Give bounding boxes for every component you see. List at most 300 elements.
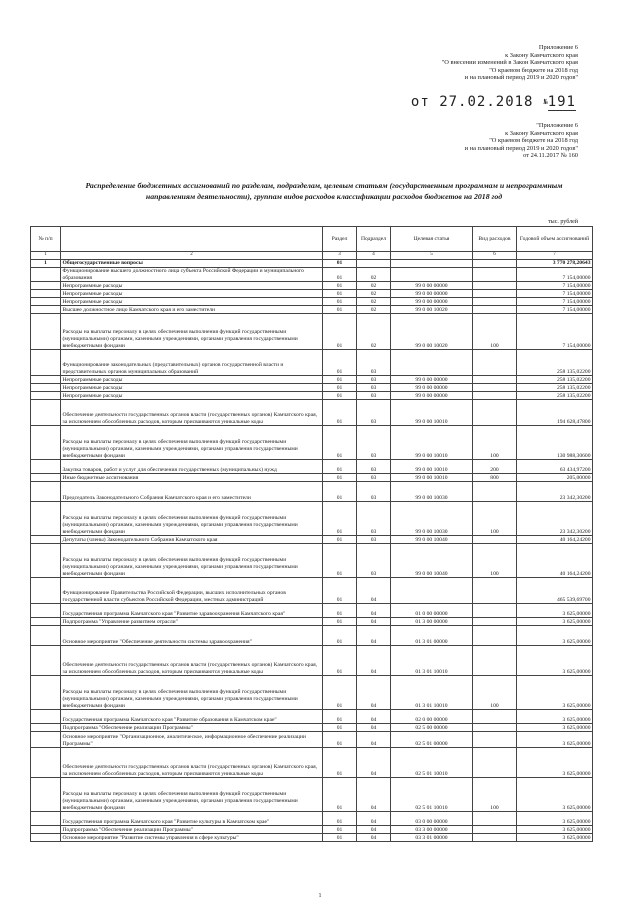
- units-label: тыс. рублей: [548, 219, 578, 225]
- row-target-article: 02 5 00 00000: [391, 724, 473, 732]
- table-row: [31, 724, 593, 732]
- row-section: 01: [323, 392, 357, 400]
- header-line: и на плановый период 2019 и 2020 годов": [464, 74, 578, 82]
- row-amount: 40 164,24200: [517, 544, 593, 578]
- row-target-article: 01 3 01 00000: [391, 626, 473, 646]
- row-expense-type: [473, 710, 517, 724]
- row-expense-type: [473, 536, 517, 544]
- table-row: [31, 306, 593, 314]
- row-name: Закупка товаров, работ и услуг для обеспечения государственных (муниципальных) нужд: [61, 460, 323, 474]
- row-number: [31, 544, 61, 578]
- row-name: Расходы на выплаты персоналу в целях обеспечения выполнения функций государственными (муниципальными) органами, казенными учреждениями, органами управления государственными внебюджетными фондами: [61, 676, 323, 710]
- row-number: [31, 710, 61, 724]
- stamp-number: 191: [547, 94, 576, 110]
- header-line: "О краевом бюджете на 2018 год: [489, 66, 578, 74]
- table-row: [31, 392, 593, 400]
- row-expense-type: [473, 618, 517, 626]
- date-stamp: [411, 94, 576, 111]
- column-number: 3: [323, 252, 357, 260]
- table-row: [31, 502, 593, 536]
- row-subsection: 03: [357, 384, 391, 392]
- table-row: [31, 384, 593, 392]
- row-amount: 23 342,30200: [517, 502, 593, 536]
- table-row: [31, 400, 593, 426]
- row-number: [31, 306, 61, 314]
- column-number: 2: [61, 252, 323, 260]
- row-section: 01: [323, 812, 357, 826]
- row-expense-type: [473, 298, 517, 306]
- row-name: Непрограммные расходы: [61, 376, 323, 384]
- row-name: Расходы на выплаты персоналу в целях обеспечения выполнения функций государственными (муниципальными) органами, казенными учреждениями, органами управления государственными внебюджетными фондами: [61, 778, 323, 812]
- row-number: [31, 482, 61, 502]
- row-number: [31, 400, 61, 426]
- row-name: Непрограммные расходы: [61, 282, 323, 290]
- row-target-article: 01 3 01 10010: [391, 676, 473, 710]
- row-amount: 465 539,69700: [517, 578, 593, 604]
- row-target-article: 99 0 00 10010: [391, 400, 473, 426]
- row-section: 01: [323, 778, 357, 812]
- row-target-article: 01 3 00 00000: [391, 618, 473, 626]
- row-subsection: 04: [357, 604, 391, 618]
- row-amount: 194 628,47800: [517, 400, 593, 426]
- table-row: [31, 812, 593, 826]
- row-expense-type: [473, 834, 517, 842]
- table-row: [31, 482, 593, 502]
- row-target-article: 03 0 00 00000: [391, 812, 473, 826]
- row-number: [31, 834, 61, 842]
- row-section: 01: [323, 460, 357, 474]
- row-name: Иные бюджетные ассигнования: [61, 474, 323, 482]
- row-section: 01: [323, 544, 357, 578]
- row-section: 01: [323, 834, 357, 842]
- row-expense-type: [473, 282, 517, 290]
- row-amount: 130 988,30600: [517, 426, 593, 460]
- row-number: [31, 618, 61, 626]
- row-subsection: 03: [357, 400, 391, 426]
- row-section: 01: [323, 646, 357, 676]
- row-amount: 3 625,00000: [517, 826, 593, 834]
- header-line: к Закону Камчатского края: [505, 129, 578, 137]
- row-amount: 7 154,00000: [517, 282, 593, 290]
- table-row: [31, 544, 593, 578]
- row-target-article: 99 0 00 10010: [391, 474, 473, 482]
- row-number: [31, 578, 61, 604]
- row-subsection: 04: [357, 618, 391, 626]
- row-target-article: 99 0 00 10030: [391, 482, 473, 502]
- row-target-article: 02 5 01 10010: [391, 748, 473, 778]
- row-number: [31, 298, 61, 306]
- row-section: 01: [323, 502, 357, 536]
- row-subsection: 04: [357, 626, 391, 646]
- row-section: 01: [323, 260, 357, 268]
- table-row: [31, 578, 593, 604]
- row-expense-type: [473, 826, 517, 834]
- row-name: Высшее должностное лицо Камчатского края и его заместители: [61, 306, 323, 314]
- row-name: Общегосударственные вопросы: [61, 260, 323, 268]
- row-name: Расходы на выплаты персоналу в целях обеспечения выполнения функций государственными (муниципальными) органами, казенными учреждениями, органами управления государственными внебюджетными фондами: [61, 502, 323, 536]
- row-expense-type: [473, 812, 517, 826]
- row-number: [31, 350, 61, 376]
- row-expense-type: 100: [473, 778, 517, 812]
- column-number: 1: [31, 252, 61, 260]
- row-subsection: 04: [357, 812, 391, 826]
- row-subsection: 04: [357, 676, 391, 710]
- row-name: Депутаты (члены) Законодательного Собрания Камчатского края: [61, 536, 323, 544]
- row-target-article: 03 3 00 00000: [391, 826, 473, 834]
- row-target-article: 02 5 01 10010: [391, 778, 473, 812]
- row-name: Обеспечение деятельности государственных органов власти (государственных органов) Камчатского края, за исключением обособленных расходов, которым присваиваются уникальные коды: [61, 646, 323, 676]
- row-expense-type: [473, 306, 517, 314]
- table-row: [31, 626, 593, 646]
- header-line: "О краевом бюджете на 2018 год: [489, 137, 578, 145]
- row-name: Государственная программа Камчатского края "Развитие культуры в Камчатском крае": [61, 812, 323, 826]
- header-annual-amount: Годовой объем ассигнований: [517, 227, 593, 252]
- row-number: [31, 826, 61, 834]
- row-subsection: 03: [357, 474, 391, 482]
- row-expense-type: 100: [473, 676, 517, 710]
- row-amount: 3 625,00000: [517, 676, 593, 710]
- row-amount: 7 154,00000: [517, 268, 593, 282]
- row-section: 01: [323, 290, 357, 298]
- table-row: [31, 298, 593, 306]
- row-subsection: 02: [357, 282, 391, 290]
- table-row: [31, 268, 593, 282]
- row-target-article: 99 0 00 10040: [391, 536, 473, 544]
- row-amount: 3 625,00000: [517, 834, 593, 842]
- row-expense-type: 200: [473, 460, 517, 474]
- row-name: Функционирование Правительства Российской Федерации, высших исполнительных органов государственной власти субъектов Российской Федерации, местных администраций: [61, 578, 323, 604]
- row-number: [31, 282, 61, 290]
- column-number: 4: [357, 252, 391, 260]
- row-name: Функционирование законодательных (представительных) органов государственной власти и представительных органов муниципальных образований: [61, 350, 323, 376]
- row-section: 01: [323, 306, 357, 314]
- row-section: 01: [323, 710, 357, 724]
- row-subsection: 04: [357, 826, 391, 834]
- row-section: 01: [323, 748, 357, 778]
- row-amount: 258 135,02200: [517, 392, 593, 400]
- row-amount: 3 625,00000: [517, 812, 593, 826]
- row-amount: 7 154,00000: [517, 314, 593, 350]
- stamp-number-label: №: [543, 98, 548, 106]
- row-amount: 3 625,00000: [517, 626, 593, 646]
- header-line: и на плановый период 2019 и 2020 годов": [464, 144, 578, 152]
- row-amount: 205,00000: [517, 474, 593, 482]
- header-number: № п/п: [31, 227, 61, 252]
- row-subsection: 03: [357, 426, 391, 460]
- row-name: Расходы на выплаты персоналу в целях обеспечения выполнения функций государственными (муниципальными) органами, казенными учреждениями, органами управления государственными внебюджетными фондами: [61, 544, 323, 578]
- row-expense-type: 800: [473, 474, 517, 482]
- row-section: 01: [323, 400, 357, 426]
- table-row: [31, 778, 593, 812]
- row-subsection: 02: [357, 314, 391, 350]
- row-section: 01: [323, 732, 357, 748]
- row-name: Подпрограмма "Обеспечение реализации Программы": [61, 724, 323, 732]
- table-header-row: [31, 227, 593, 252]
- header-line: "Приложение 6: [536, 122, 578, 129]
- table-body: [31, 260, 593, 842]
- row-expense-type: 100: [473, 502, 517, 536]
- row-name: Подпрограмма "Управление развитием отрасли": [61, 618, 323, 626]
- previous-appendix-header: [465, 122, 578, 160]
- row-amount: 258 135,02200: [517, 384, 593, 392]
- row-number: [31, 268, 61, 282]
- header-section: Раздел: [323, 227, 357, 252]
- row-name: Непрограммные расходы: [61, 392, 323, 400]
- row-name: Непрограммные расходы: [61, 298, 323, 306]
- row-number: [31, 626, 61, 646]
- row-section: 01: [323, 826, 357, 834]
- row-expense-type: [473, 482, 517, 502]
- table-row: [31, 536, 593, 544]
- table-row: [31, 676, 593, 710]
- table-row: [31, 376, 593, 384]
- row-amount: 258 135,02200: [517, 350, 593, 376]
- row-number: [31, 474, 61, 482]
- table-row: [31, 290, 593, 298]
- row-expense-type: [473, 384, 517, 392]
- row-target-article: 02 0 00 00000: [391, 710, 473, 724]
- header-line: от 24.11.2017 № 160: [523, 152, 578, 160]
- row-section: 01: [323, 604, 357, 618]
- row-section: 01: [323, 350, 357, 376]
- row-number: [31, 536, 61, 544]
- row-subsection: 03: [357, 460, 391, 474]
- row-target-article: 99 0 00 00000: [391, 376, 473, 384]
- table-row: [31, 460, 593, 474]
- row-expense-type: [473, 400, 517, 426]
- row-name: Председатель Законодательного Собрания Камчатского края и его заместители: [61, 482, 323, 502]
- row-target-article: [391, 268, 473, 282]
- row-number: [31, 314, 61, 350]
- row-subsection: 03: [357, 392, 391, 400]
- table-row: [31, 732, 593, 748]
- row-expense-type: 100: [473, 314, 517, 350]
- row-section: 01: [323, 676, 357, 710]
- table-row: [31, 260, 593, 268]
- header-expense-type: Вид расходов: [473, 227, 517, 252]
- row-target-article: 99 0 00 00000: [391, 384, 473, 392]
- row-number: [31, 460, 61, 474]
- row-target-article: 99 0 00 10040: [391, 544, 473, 578]
- row-section: 01: [323, 282, 357, 290]
- row-name: Непрограммные расходы: [61, 384, 323, 392]
- row-target-article: 99 0 00 10020: [391, 314, 473, 350]
- document-title: Распределение бюджетных ассигнований по разделам, подразделам, целевым статьям (государственным программам и непрограммным направлениям деятельности), группам видов расходов классификации расходов бюджетов на 2018 год: [85, 181, 563, 201]
- row-expense-type: [473, 290, 517, 298]
- row-expense-type: [473, 604, 517, 618]
- row-section: 01: [323, 298, 357, 306]
- row-number: [31, 732, 61, 748]
- row-number: [31, 748, 61, 778]
- row-section: 01: [323, 474, 357, 482]
- row-name: Основное мероприятие "Обеспечение деятельности системы здравоохранения": [61, 626, 323, 646]
- row-expense-type: 100: [473, 426, 517, 460]
- row-number: 1: [31, 260, 61, 268]
- row-name: Обеспечение деятельности государственных органов власти (государственных органов) Камчатского края, за исключением обособленных расходов, которым присваиваются уникальные коды: [61, 400, 323, 426]
- row-name: Расходы на выплаты персоналу в целях обеспечения выполнения функций государственными (муниципальными) органами, казенными учреждениями, органами управления государственными внебюджетными фондами: [61, 426, 323, 460]
- row-number: [31, 724, 61, 732]
- budget-table-container: [30, 226, 592, 842]
- row-subsection: 02: [357, 268, 391, 282]
- row-subsection: 04: [357, 710, 391, 724]
- row-expense-type: [473, 626, 517, 646]
- row-name: Непрограммные расходы: [61, 290, 323, 298]
- row-expense-type: [473, 350, 517, 376]
- row-target-article: [391, 350, 473, 376]
- row-subsection: 03: [357, 376, 391, 384]
- row-expense-type: [473, 268, 517, 282]
- row-expense-type: [473, 578, 517, 604]
- row-section: 01: [323, 426, 357, 460]
- row-expense-type: [473, 732, 517, 748]
- row-subsection: 03: [357, 350, 391, 376]
- header-target-article: Целевая статья: [391, 227, 473, 252]
- row-section: 01: [323, 268, 357, 282]
- row-number: [31, 290, 61, 298]
- row-number: [31, 676, 61, 710]
- table-row: [31, 604, 593, 618]
- table-row: [31, 282, 593, 290]
- row-amount: 3 625,00000: [517, 732, 593, 748]
- row-amount: 7 154,00000: [517, 298, 593, 306]
- row-amount: 23 342,30200: [517, 482, 593, 502]
- row-number: [31, 778, 61, 812]
- row-number: [31, 384, 61, 392]
- row-expense-type: [473, 748, 517, 778]
- row-expense-type: [473, 260, 517, 268]
- row-subsection: 03: [357, 482, 391, 502]
- table-row: [31, 426, 593, 460]
- row-section: 01: [323, 384, 357, 392]
- row-target-article: 99 0 00 00000: [391, 282, 473, 290]
- table-row: [31, 826, 593, 834]
- row-subsection: 02: [357, 298, 391, 306]
- row-subsection: 04: [357, 646, 391, 676]
- row-section: 01: [323, 724, 357, 732]
- row-number: [31, 812, 61, 826]
- table-row: [31, 748, 593, 778]
- row-target-article: 01 3 01 10010: [391, 646, 473, 676]
- row-target-article: [391, 260, 473, 268]
- row-name: Основное мероприятие "Развитие системы управления в сфере культуры": [61, 834, 323, 842]
- table-row: [31, 834, 593, 842]
- header-name: [61, 227, 323, 252]
- row-subsection: 04: [357, 578, 391, 604]
- row-section: 01: [323, 618, 357, 626]
- row-expense-type: [473, 376, 517, 384]
- page-number: 1: [318, 893, 322, 899]
- row-number: [31, 392, 61, 400]
- row-amount: 7 154,00000: [517, 290, 593, 298]
- row-target-article: 02 5 01 00000: [391, 732, 473, 748]
- table-row: [31, 314, 593, 350]
- row-amount: 3 625,00000: [517, 710, 593, 724]
- row-name: Обеспечение деятельности государственных органов власти (государственных органов) Камчатского края, за исключением обособленных расходов, которым присваиваются уникальные коды: [61, 748, 323, 778]
- row-subsection: 04: [357, 778, 391, 812]
- row-amount: 7 154,00000: [517, 306, 593, 314]
- row-name: Государственная программа Камчатского края "Развитие образования в Камчатском крае": [61, 710, 323, 724]
- header-subsection: Подраздел: [357, 227, 391, 252]
- table-row: [31, 618, 593, 626]
- row-subsection: 02: [357, 290, 391, 298]
- row-amount: 3 625,00000: [517, 604, 593, 618]
- row-amount: 3 625,00000: [517, 618, 593, 626]
- row-section: 01: [323, 626, 357, 646]
- row-target-article: [391, 578, 473, 604]
- table-row: [31, 474, 593, 482]
- row-target-article: 99 0 00 10010: [391, 460, 473, 474]
- column-number-row: [31, 252, 593, 260]
- header-line: Приложение 6: [538, 44, 578, 51]
- row-target-article: 99 0 00 10020: [391, 306, 473, 314]
- row-amount: 63 434,97200: [517, 460, 593, 474]
- row-target-article: 99 0 00 10030: [391, 502, 473, 536]
- row-subsection: 04: [357, 724, 391, 732]
- row-name: Государственная программа Камчатского края "Развитие здравоохранения Камчатского края": [61, 604, 323, 618]
- appendix-header: [442, 44, 578, 82]
- row-section: 01: [323, 376, 357, 384]
- table-row: [31, 710, 593, 724]
- row-subsection: 02: [357, 306, 391, 314]
- row-subsection: [357, 260, 391, 268]
- column-number: 7: [517, 252, 593, 260]
- row-amount: 40 164,24200: [517, 536, 593, 544]
- column-number: 5: [391, 252, 473, 260]
- row-amount: 3 625,00000: [517, 778, 593, 812]
- row-number: [31, 426, 61, 460]
- table-row: [31, 350, 593, 376]
- row-amount: 3 625,00000: [517, 724, 593, 732]
- row-target-article: 03 3 01 00000: [391, 834, 473, 842]
- row-expense-type: 100: [473, 544, 517, 578]
- row-name: Подпрограмма "Обеспечение реализации Программы": [61, 826, 323, 834]
- stamp-date: от 27.02.2018: [410, 94, 534, 110]
- row-number: [31, 604, 61, 618]
- row-section: 01: [323, 536, 357, 544]
- row-target-article: 99 0 00 00000: [391, 290, 473, 298]
- budget-table: [30, 226, 593, 842]
- row-subsection: 04: [357, 748, 391, 778]
- row-target-article: 99 0 00 00000: [391, 392, 473, 400]
- header-line: "О внесении изменений в Закон Камчатского края: [441, 59, 578, 67]
- row-name: Расходы на выплаты персоналу в целях обеспечения выполнения функций государственными (муниципальными) органами, казенными учреждениями, органами управления государственными внебюджетными фондами: [61, 314, 323, 350]
- row-amount: 258 135,02200: [517, 376, 593, 384]
- row-number: [31, 646, 61, 676]
- row-amount: 3 770 278,20643: [517, 260, 593, 268]
- row-number: [31, 502, 61, 536]
- row-target-article: 99 0 00 10010: [391, 426, 473, 460]
- row-name: Основное мероприятие "Организационное, аналитическое, информационное обеспечение реализации Программы": [61, 732, 323, 748]
- row-expense-type: [473, 392, 517, 400]
- row-expense-type: [473, 646, 517, 676]
- row-subsection: 04: [357, 732, 391, 748]
- row-subsection: 03: [357, 536, 391, 544]
- row-section: 01: [323, 482, 357, 502]
- header-line: к Закону Камчатского края: [505, 51, 578, 59]
- row-subsection: 03: [357, 502, 391, 536]
- row-target-article: 99 0 00 00000: [391, 298, 473, 306]
- row-section: 01: [323, 314, 357, 350]
- row-amount: 3 625,00000: [517, 748, 593, 778]
- row-expense-type: [473, 724, 517, 732]
- row-subsection: 04: [357, 834, 391, 842]
- row-subsection: 03: [357, 544, 391, 578]
- row-amount: 3 625,00000: [517, 646, 593, 676]
- row-name: Функционирование высшего должностного лица субъекта Российской Федерации и муниципального образования: [61, 268, 323, 282]
- column-number: 6: [473, 252, 517, 260]
- row-section: 01: [323, 578, 357, 604]
- row-number: [31, 376, 61, 384]
